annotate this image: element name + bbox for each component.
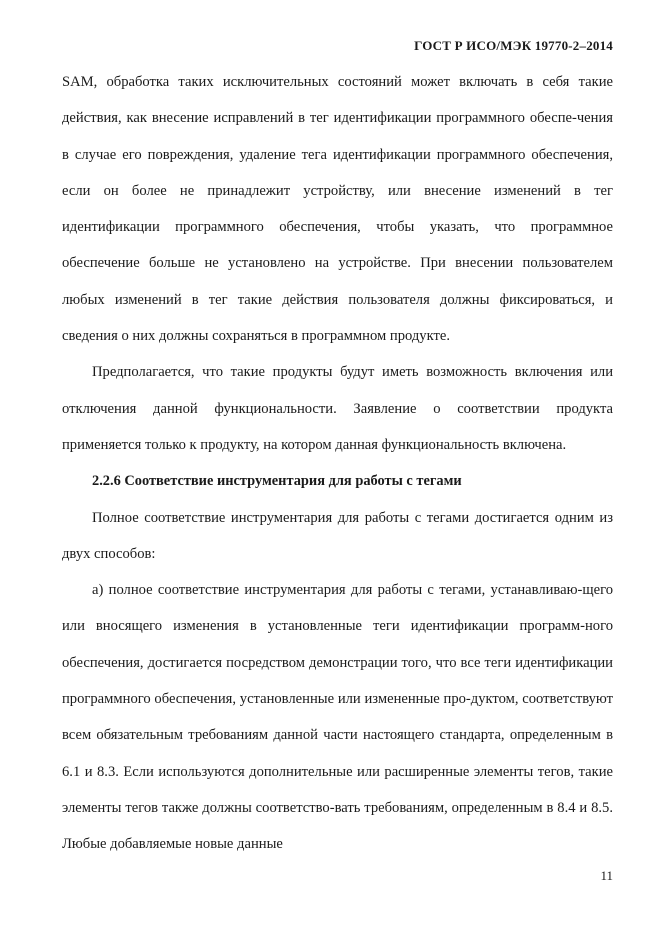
paragraph-item-a: а) полное соответствие инструментария для работы с тегами, устанавливаю-щего или вносящего изменения в установленные теги идентификации программ-ного обеспечения, достигается посредством демонстрации того, что все теги идентификации программного обеспечения, установленные или измененные про-дуктом, соответствуют всем обязательным требованиям данной части настоящего стандарта, определенным в 6.1 и 8.3. Если используются дополнительные или расширенные элементы тегов, такие элементы тегов также должны соответство-вать требованиям, определенным в 8.4 и 8.5. Любые добавляемые новые данные (62, 582, 613, 853)
document-body (62, 64, 613, 863)
paragraph-continuation: SAM, обработка таких исключительных состояний может включать в себя такие действия, как внесение исправлений в тег идентификации программного обеспе-чения в случае его повреждения, удаление тега идентификации программного обеспечения, если он более не принадлежит устройству, или внесение изменений в тег идентификации программного обеспечения, чтобы указать, что программное обеспечение больше не установлено на устройстве. При внесении пользователем любых изменений в тег такие действия пользователя должны фиксироваться, и сведения о них должны сохраняться в программном продукте. (62, 74, 613, 345)
section-heading: 2.2.6 Соответствие инструментария для работы с тегами (92, 473, 462, 490)
paragraph-conformance-intro: Полное соответствие инструментария для работы с тегами достигается одним из двух способов: (62, 509, 613, 562)
document-header: ГОСТ Р ИСО/МЭК 19770-2–2014 (414, 38, 613, 53)
page-number: 11 (600, 868, 613, 883)
paragraph-functionality: Предполагается, что такие продукты будут иметь возможность включения или отключения данной функциональности. Заявление о соответствии продукта применяется только к продукту, на котором данная функциональность включена. (62, 364, 613, 453)
